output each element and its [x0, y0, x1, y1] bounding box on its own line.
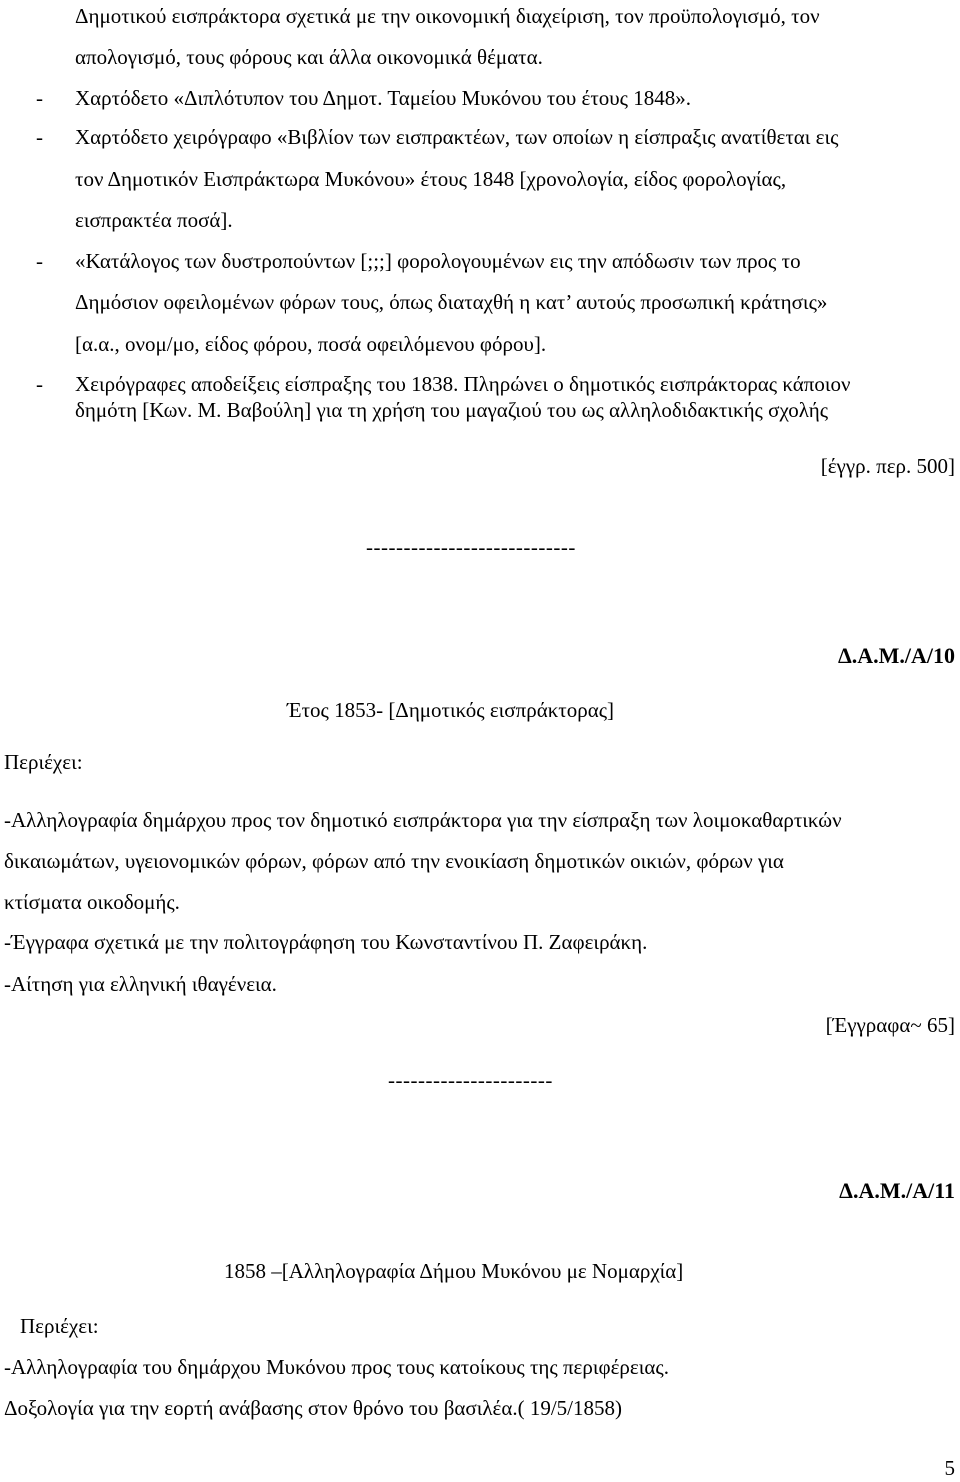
list-item-line: Δημόσιον οφειλομένων φόρων τους, όπως διαταχθή η κατ’ αυτούς προσωπική κράτησις»: [75, 290, 828, 314]
content-line: Δοξολογία για την εορτή ανάβασης στον θρόνο του βασιλέα.( 19/5/1858): [4, 1396, 623, 1420]
list-marker: -: [36, 372, 43, 396]
list-marker: -: [36, 125, 43, 149]
list-item-line: τον Δημοτικόν Εισπράκτωρα Μυκόνου» έτους 1848 [χρονολογία, είδος φορολογίας,: [75, 167, 787, 191]
list-item-line: εισπρακτέα ποσά].: [75, 208, 233, 232]
contains-label: Περιέχει:: [4, 750, 83, 774]
content-line: -Αίτηση για ελληνική ιθαγένεια.: [4, 972, 277, 996]
list-item-line: Χαρτόδετο «Διπλότυπον του Δημοτ. Ταμείου Μυκόνου του έτους 1848».: [75, 86, 691, 110]
file-title: Έτος 1853- [Δημοτικός εισπράκτορας]: [287, 698, 615, 722]
list-marker: -: [36, 86, 43, 110]
file-reference: Δ.Α.Μ./Α/11: [839, 1178, 955, 1203]
content-line: κτίσματα οικοδομής.: [4, 890, 180, 914]
content-line: -Αλληλογραφία του δημάρχου Μυκόνου προς τους κατοίκους της περιφέρειας.: [4, 1355, 669, 1379]
list-marker: -: [36, 249, 43, 273]
content-line: -Έγγραφα σχετικά με την πολιτογράφηση του Κωνσταντίνου Π. Ζαφειράκη.: [4, 930, 648, 954]
file-reference: Δ.Α.Μ./Α/10: [837, 643, 955, 668]
section-separator: ----------------------: [388, 1068, 553, 1092]
body-line: απολογισμό, τους φόρους και άλλα οικονομικά θέματα.: [75, 45, 543, 69]
document-count: [Έγγραφα~ 65]: [825, 1013, 955, 1037]
section-separator: ----------------------------: [366, 535, 576, 559]
list-item-line: Χειρόγραφες αποδείξεις είσπραξης του 1838. Πληρώνει ο δημοτικός εισπράκτορας κάποιον: [75, 372, 851, 396]
content-line: -Αλληλογραφία δημάρχου προς τον δημοτικό εισπράκτορα για την είσπραξη των λοιμοκαθαρτικών: [4, 808, 842, 832]
list-item-line: «Κατάλογος των δυστροπούντων [;;;] φορολογουμένων εις την απόδωσιν των προς το: [75, 249, 801, 273]
list-item-line: [α.α., ονομ/μο, είδος φόρου, ποσά οφειλόμενου φόρου].: [75, 332, 547, 356]
file-title: 1858 –[Αλληλογραφία Δήμου Μυκόνου με Νομαρχία]: [224, 1259, 684, 1283]
page-number: 5: [944, 1456, 955, 1480]
body-line: Δημοτικού εισπράκτορα σχετικά με την οικονομική διαχείριση, τον προϋπολογισμό, τον: [75, 4, 820, 28]
content-line: δικαιωμάτων, υγειονομικών φόρων, φόρων από την ενοικίαση δημοτικών οικιών, φόρων για: [4, 849, 784, 873]
list-item-line: δημότη [Κων. Μ. Βαβούλη] για τη χρήση του μαγαζιού του ως αλληλοδιδακτικής σχολής: [75, 398, 829, 422]
contains-label: Περιέχει:: [20, 1314, 99, 1338]
list-item-line: Χαρτόδετο χειρόγραφο «Βιβλίον των εισπρακτέων, των οποίων η είσπραξις ανατίθεται εις: [75, 125, 839, 149]
document-count: [έγγρ. περ. 500]: [820, 454, 955, 478]
